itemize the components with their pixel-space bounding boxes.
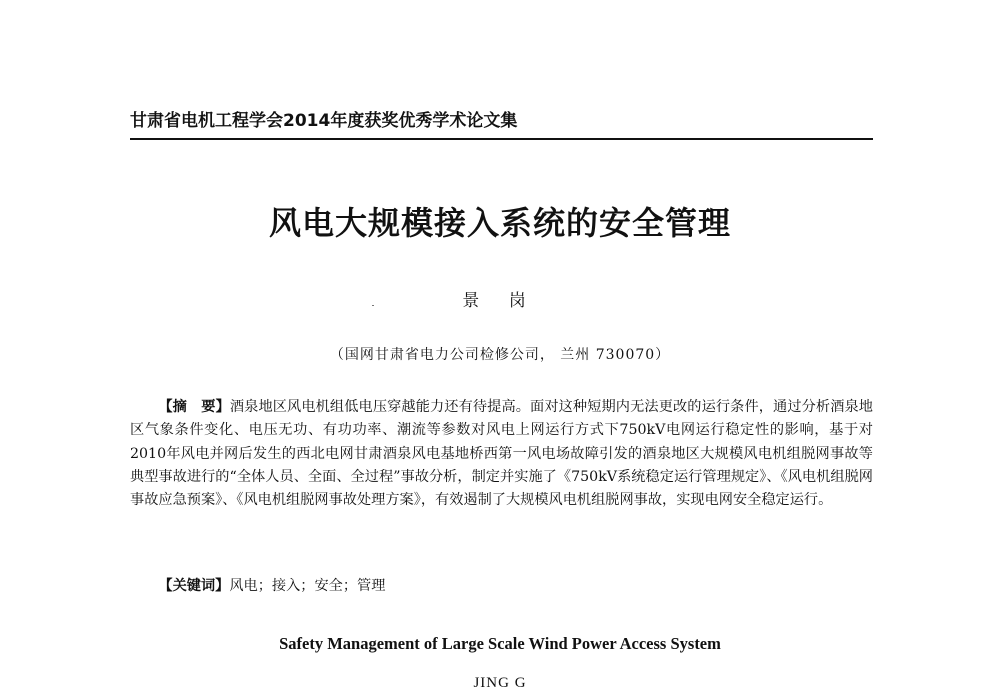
- abstract-label: 【摘 要】: [158, 399, 230, 415]
- english-author: JING G: [473, 675, 527, 691]
- affiliation: （国网甘肃省电力公司检修公司， 兰州 730070）: [329, 347, 671, 363]
- english-title: Safety Management of Large Scale Wind Power Access System: [279, 634, 721, 653]
- journal-header: 甘肃省电机工程学会2014年度获奖优秀学术论文集: [130, 111, 518, 131]
- abstract-text: 酒泉地区风电机组低电压穿越能力还有待提高。面对这种短期内无法更改的运行条件，通过分析酒泉地区气象条件变化、电压无功、有功功率、潮流等参数对风电上网运行方式下750kV电网运行稳定性的影响，基于对2010年风电并网后发生的西北电网甘肃酒泉风电基地桥西第一风电场故障引发的酒泉地区大规模风电机组脱网事故等典型事故进行的“全体人员、全面、全过程”事故分析，制定并实施了《750kV系统稳定运行管理规定》、《风电机组脱网事故应急预案》、《风电机组脱网事故处理方案》，有效遏制了大规模风电机组脱网事故，实现电网安全稳定运行。: [130, 399, 873, 509]
- abstract: [130, 396, 873, 512]
- author: 景 岗: [462, 291, 538, 311]
- paper-title: 风电大规模接入系统的安全管理: [268, 204, 731, 242]
- keywords-label: 【关键词】: [158, 578, 230, 594]
- keywords-text: 风电；接入；安全；管理: [229, 578, 386, 594]
- keywords: [130, 575, 873, 598]
- header-rule: [130, 138, 873, 140]
